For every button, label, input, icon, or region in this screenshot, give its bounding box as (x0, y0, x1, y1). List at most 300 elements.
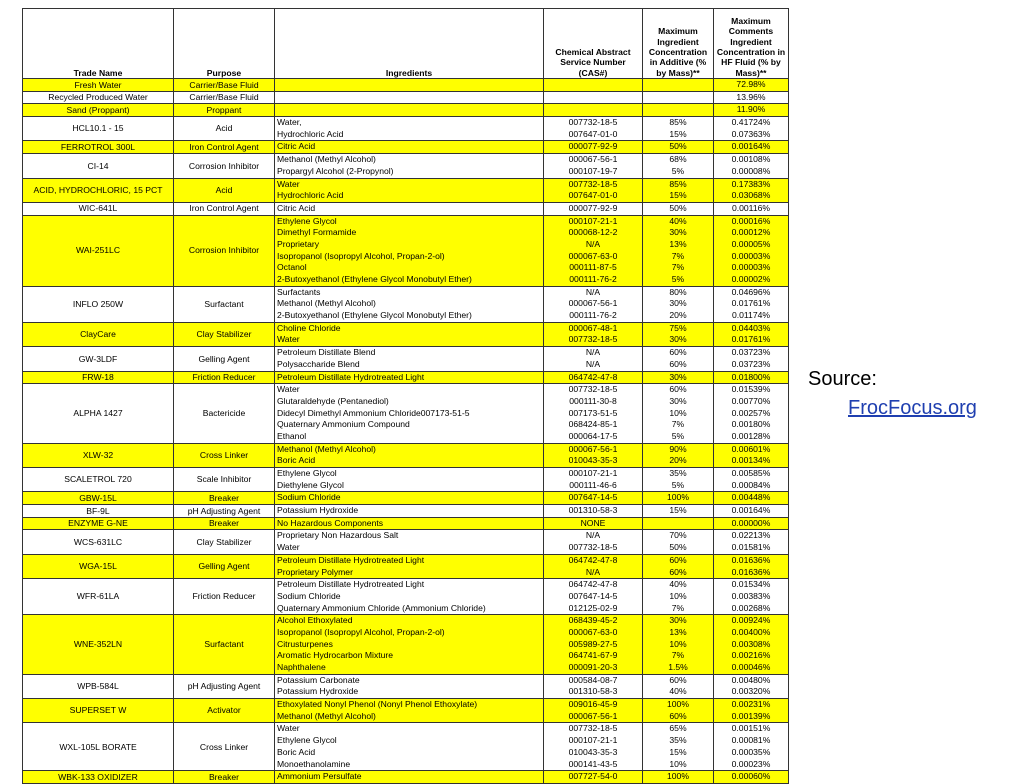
trade-name-cell: ENZYME G-NE (23, 517, 174, 530)
purpose-cell: Acid (174, 178, 275, 202)
table-row (23, 699, 789, 723)
table-row (23, 104, 789, 117)
cas-line: 007732-18-5 (568, 178, 618, 189)
table-row (23, 202, 789, 215)
ingredient-line: Didecyl Dimethyl Ammonium Chloride007173-51-5 (277, 407, 470, 418)
conc-additive-line (645, 104, 711, 116)
ingredient-line: Octanol (277, 262, 307, 273)
ingredients-cell (275, 723, 544, 771)
conc-hf-line: 0.41724% (731, 117, 771, 128)
conc-additive-line: 90% (669, 443, 687, 454)
conc-hf-line: 0.00046% (731, 662, 771, 672)
trade-name-cell: WBK-133 OXIDIZER (23, 771, 174, 784)
ingredient-line: Aromatic Hydrocarbon Mixture (277, 650, 394, 661)
max-conc-hf-cell (714, 202, 789, 215)
conc-additive-line: 68% (669, 154, 687, 165)
conc-hf-line: 0.00231% (731, 699, 771, 710)
max-conc-hf-cell (714, 579, 789, 615)
conc-hf-line: 0.00257% (731, 407, 771, 418)
ingredients-cell (275, 154, 544, 178)
ingredient-line: Polysaccharide Blend (277, 358, 360, 369)
cas-line: N/A (585, 358, 601, 369)
purpose-cell: Clay Stabilizer (174, 530, 275, 554)
trade-name-cell: WPB-584L (23, 674, 174, 698)
source-block (808, 368, 977, 420)
purpose-cell: Breaker (174, 492, 275, 505)
table-row (23, 517, 789, 530)
conc-additive-line: 15% (669, 190, 687, 201)
cas-line: N/A (585, 530, 601, 541)
conc-additive-line (645, 79, 711, 91)
purpose-cell: Activator (174, 699, 275, 723)
max-conc-additive-cell (643, 286, 714, 322)
trade-name-cell: SUPERSET W (23, 699, 174, 723)
ingredient-line: No Hazardous Components (277, 517, 384, 528)
header-ingredients: Ingredients (275, 9, 544, 79)
conc-additive-line: 50% (669, 202, 687, 213)
conc-additive-line: 7% (671, 250, 685, 261)
conc-hf-line: 0.01761% (731, 334, 771, 345)
conc-additive-line: 7% (671, 602, 685, 613)
max-conc-additive-cell (643, 141, 714, 154)
trade-name-cell: ClayCare (23, 322, 174, 346)
ingredient-line: Proprietary (277, 238, 320, 249)
ingredient-line: Alcohol Ethoxylated (277, 615, 353, 626)
cas-line: N/A (585, 566, 601, 577)
cas-line: 000068-12-2 (568, 227, 618, 238)
cas-cell (544, 492, 643, 505)
conc-additive-line: 60% (669, 554, 687, 565)
trade-name-cell: WAI-251LC (23, 215, 174, 286)
max-conc-hf-cell (714, 371, 789, 384)
conc-hf-line: 0.00151% (731, 723, 771, 734)
conc-hf-line: 0.00180% (731, 419, 771, 430)
max-conc-hf-cell (714, 141, 789, 154)
ingredient-line: Sodium Chloride (277, 590, 341, 601)
max-conc-hf-cell (714, 322, 789, 346)
conc-hf-line: 0.02213% (731, 530, 771, 541)
cas-cell (544, 384, 643, 443)
max-conc-hf-cell (714, 530, 789, 554)
max-conc-hf-cell (714, 79, 789, 92)
conc-additive-line: 20% (669, 455, 687, 466)
max-conc-hf-cell (714, 505, 789, 518)
ingredients-cell (275, 505, 544, 518)
cas-line (546, 79, 640, 91)
ingredient-line: Ethylene Glycol (277, 468, 337, 478)
ingredient-line: Isopropanol (Isopropyl Alcohol, Propan-2-ol) (277, 626, 445, 637)
trade-name-cell: ALPHA 1427 (23, 384, 174, 443)
trade-name-cell: WFR-61LA (23, 579, 174, 615)
cas-line: 000067-56-1 (568, 443, 618, 454)
conc-hf-line: 0.00139% (731, 710, 771, 721)
conc-hf-line: 0.01636% (731, 554, 771, 565)
purpose-cell: Bactericide (174, 384, 275, 443)
table-row (23, 579, 789, 615)
max-conc-additive-cell (643, 771, 714, 784)
cas-line: 012125-02-9 (568, 602, 618, 613)
max-conc-hf-cell (714, 178, 789, 202)
trade-name-cell: SCALETROL 720 (23, 468, 174, 492)
cas-cell (544, 178, 643, 202)
conc-hf-line: 0.00023% (731, 758, 771, 769)
cas-line: N/A (585, 238, 601, 249)
max-conc-hf-cell (714, 154, 789, 178)
purpose-cell: Acid (174, 117, 275, 141)
conc-additive-line: 80% (669, 286, 687, 297)
trade-name-cell: WXL-105L BORATE (23, 723, 174, 771)
conc-hf-line: 0.00448% (731, 492, 771, 503)
cas-line: 007727-54-0 (568, 771, 618, 782)
ingredients-cell (275, 468, 544, 492)
cas-line: 068439-45-2 (568, 615, 618, 626)
conc-hf-line: 0.00128% (731, 430, 771, 441)
cas-line (546, 92, 640, 104)
table-row (23, 215, 789, 286)
conc-hf-line: 11.90% (736, 104, 766, 115)
cas-cell (544, 771, 643, 784)
ingredient-line: Sodium Chloride (277, 492, 341, 503)
ingredient-line: Dimethyl Formamide (277, 227, 357, 238)
cas-line: 000067-48-1 (568, 322, 618, 333)
cas-cell (544, 215, 643, 286)
ingredient-line: Quaternary Ammonium Chloride (Ammonium Chloride) (277, 602, 486, 613)
ingredient-line: Petroleum Distillate Hydrotreated Light (277, 554, 425, 565)
max-conc-additive-cell (643, 615, 714, 674)
ingredient-line: Methanol (Methyl Alcohol) (277, 154, 376, 165)
cas-line: 007647-01-0 (568, 128, 618, 139)
max-conc-hf-cell (714, 347, 789, 371)
cas-cell (544, 530, 643, 554)
max-conc-additive-cell (643, 347, 714, 371)
table-row (23, 79, 789, 92)
trade-name-cell: WGA-15L (23, 554, 174, 578)
max-conc-hf-cell (714, 443, 789, 467)
ingredient-line: Potassium Hydroxide (277, 505, 359, 516)
cas-line: 007732-18-5 (568, 117, 618, 128)
ingredients-cell (275, 492, 544, 505)
conc-hf-line: 0.00770% (731, 395, 771, 406)
conc-additive-line: 30% (669, 395, 687, 406)
max-conc-additive-cell (643, 104, 714, 117)
ingredient-line: Potassium Hydroxide (277, 686, 359, 697)
ingredient-line: Citric Acid (277, 141, 316, 152)
max-conc-additive-cell (643, 517, 714, 530)
purpose-cell: Breaker (174, 517, 275, 530)
conc-additive-line: 7% (671, 650, 685, 661)
conc-additive-line: 15% (669, 505, 687, 516)
conc-hf-line: 0.00108% (731, 154, 771, 165)
header-purpose: Purpose (174, 9, 275, 79)
cas-line: 000067-56-1 (568, 710, 618, 721)
max-conc-additive-cell (643, 699, 714, 723)
conc-additive-line: 1.5% (668, 662, 688, 672)
purpose-cell: Clay Stabilizer (174, 322, 275, 346)
cas-line: 010043-35-3 (568, 455, 618, 466)
purpose-cell: Friction Reducer (174, 579, 275, 615)
conc-hf-line: 0.00012% (731, 227, 771, 238)
purpose-cell: Corrosion Inhibitor (174, 154, 275, 178)
max-conc-additive-cell (643, 554, 714, 578)
source-link[interactable]: FrocFocus.org (848, 397, 977, 419)
cas-cell (544, 505, 643, 518)
cas-line: 010043-35-3 (568, 746, 618, 757)
cas-cell (544, 699, 643, 723)
trade-name-cell: CI-14 (23, 154, 174, 178)
table-row (23, 674, 789, 698)
trade-name-cell: WNE-352LN (23, 615, 174, 674)
cas-line: 000091-20-3 (568, 662, 618, 672)
conc-additive-line: 40% (669, 686, 687, 697)
ingredients-cell (275, 554, 544, 578)
cas-cell (544, 322, 643, 346)
conc-additive-line: 30% (669, 227, 687, 238)
conc-additive-line: 100% (667, 699, 689, 710)
table-row (23, 286, 789, 322)
ingredient-line (277, 79, 541, 91)
max-conc-hf-cell (714, 215, 789, 286)
conc-hf-line: 0.00164% (731, 505, 771, 516)
conc-additive-line: 40% (669, 215, 687, 226)
conc-hf-line: 0.00000% (731, 517, 771, 528)
ingredient-line: Ethylene Glycol (277, 735, 337, 746)
max-conc-additive-cell (643, 215, 714, 286)
conc-additive-line: 40% (669, 579, 687, 590)
conc-hf-line: 0.00016% (731, 215, 771, 226)
conc-hf-line: 0.00216% (731, 650, 771, 661)
cas-line: 064742-47-8 (568, 371, 618, 382)
conc-additive-line: 30% (669, 334, 687, 345)
conc-additive-line: 10% (669, 590, 687, 601)
ingredient-line: Ammonium Persulfate (277, 771, 362, 782)
max-conc-hf-cell (714, 286, 789, 322)
ingredients-cell (275, 178, 544, 202)
trade-name-cell: BF-9L (23, 505, 174, 518)
conc-additive-line: 5% (671, 479, 685, 490)
max-conc-hf-cell (714, 384, 789, 443)
cas-line: 000141-43-5 (568, 758, 618, 769)
ingredients-cell (275, 771, 544, 784)
ingredient-line: Isopropanol (Isopropyl Alcohol, Propan-2-ol) (277, 250, 445, 261)
cas-line: 000067-56-1 (568, 298, 618, 309)
cas-line: 007647-14-5 (568, 492, 618, 503)
header-max-conc-hf: Maximum Comments Ingredient Concentration in HF Fluid (% by Mass)** (714, 9, 789, 79)
conc-additive-line: 60% (669, 710, 687, 721)
conc-additive-line: 5% (671, 274, 685, 284)
cas-line: 064742-47-8 (568, 554, 618, 565)
ingredient-line (277, 104, 541, 116)
cas-line: 000067-63-0 (568, 250, 618, 261)
max-conc-hf-cell (714, 492, 789, 505)
ingredients-cell (275, 79, 544, 92)
cas-line: 007732-18-5 (568, 334, 618, 345)
max-conc-additive-cell (643, 492, 714, 505)
purpose-cell: Iron Control Agent (174, 202, 275, 215)
conc-hf-line: 0.00002% (731, 274, 771, 284)
conc-additive-line: 60% (669, 566, 687, 577)
cas-cell (544, 554, 643, 578)
purpose-cell: Proppant (174, 104, 275, 117)
conc-hf-line: 0.00383% (731, 590, 771, 601)
ingredient-line: Water (277, 542, 300, 553)
max-conc-hf-cell (714, 674, 789, 698)
table-row (23, 178, 789, 202)
ingredients-cell (275, 117, 544, 141)
ingredients-cell (275, 615, 544, 674)
table-header-row (23, 9, 789, 79)
trade-name-cell: INFLO 250W (23, 286, 174, 322)
cas-line: 064741-67-9 (568, 650, 618, 661)
max-conc-additive-cell (643, 178, 714, 202)
cas-cell (544, 286, 643, 322)
conc-hf-line: 0.00585% (731, 468, 771, 478)
conc-additive-line: 35% (669, 735, 687, 746)
conc-hf-line: 0.00060% (731, 771, 771, 782)
conc-additive-line: 10% (669, 638, 687, 649)
ingredient-line: Diethylene Glycol (277, 479, 344, 490)
max-conc-additive-cell (643, 530, 714, 554)
purpose-cell: Corrosion Inhibitor (174, 215, 275, 286)
conc-hf-line: 0.00164% (731, 141, 771, 152)
cas-cell (544, 443, 643, 467)
ingredient-line: Naphthalene (277, 662, 326, 672)
table-body (23, 79, 789, 784)
cas-line: 000077-92-9 (568, 202, 618, 213)
source-label: Source: (808, 368, 877, 390)
table-row (23, 530, 789, 554)
trade-name-cell: FERROTROL 300L (23, 141, 174, 154)
ingredient-line (277, 92, 541, 104)
conc-additive-line: 100% (667, 771, 689, 782)
trade-name-cell: FRW-18 (23, 371, 174, 384)
conc-additive-line (645, 92, 711, 104)
max-conc-additive-cell (643, 443, 714, 467)
table-row (23, 554, 789, 578)
purpose-cell: Scale Inhibitor (174, 468, 275, 492)
cas-line: NONE (580, 517, 606, 528)
purpose-cell: Cross Linker (174, 443, 275, 467)
conc-hf-line: 0.01539% (731, 384, 771, 395)
conc-hf-line: 0.01174% (731, 310, 771, 321)
conc-additive-line: 10% (669, 758, 687, 769)
ingredients-cell (275, 579, 544, 615)
ingredient-line: Ethanol (277, 430, 307, 441)
ingredient-line: Water, (277, 117, 302, 128)
max-conc-additive-cell (643, 154, 714, 178)
conc-additive-line: 5% (671, 430, 685, 441)
conc-hf-line: 0.01581% (731, 542, 771, 553)
conc-hf-line: 0.17383% (731, 178, 771, 189)
ingredients-cell (275, 104, 544, 117)
conc-hf-line: 0.03068% (731, 190, 771, 201)
table-row (23, 723, 789, 771)
max-conc-additive-cell (643, 322, 714, 346)
ingredients-cell (275, 443, 544, 467)
conc-hf-line: 72.98% (736, 79, 766, 89)
conc-additive-line: 100% (667, 492, 689, 503)
conc-hf-line: 0.00308% (731, 638, 771, 649)
ingredient-line: Water (277, 334, 300, 345)
max-conc-hf-cell (714, 517, 789, 530)
purpose-cell: Surfactant (174, 615, 275, 674)
cas-line: 009016-45-9 (568, 699, 618, 710)
trade-name-cell: WIC-641L (23, 202, 174, 215)
cas-line: 000111-30-8 (569, 395, 617, 406)
conc-hf-line: 0.07363% (731, 128, 771, 139)
max-conc-additive-cell (643, 371, 714, 384)
max-conc-additive-cell (643, 579, 714, 615)
header-cas: Chemical Abstract Service Number (CAS#) (544, 9, 643, 79)
ingredients-cell (275, 202, 544, 215)
cas-line: 007647-14-5 (568, 590, 618, 601)
table-row (23, 615, 789, 674)
table-row (23, 141, 789, 154)
table-row (23, 384, 789, 443)
conc-additive-line: 60% (669, 347, 687, 358)
cas-line: 007732-18-5 (568, 384, 618, 395)
ingredient-line: Hydrochloric Acid (277, 128, 344, 139)
conc-additive-line: 60% (669, 674, 687, 685)
ingredients-cell (275, 347, 544, 371)
max-conc-additive-cell (643, 91, 714, 104)
purpose-cell: Breaker (174, 771, 275, 784)
trade-name-cell: Recycled Produced Water (23, 91, 174, 104)
conc-hf-line: 0.00081% (731, 735, 771, 746)
ingredient-line: Citrusturpenes (277, 638, 333, 649)
table-row (23, 492, 789, 505)
ingredients-cell (275, 530, 544, 554)
cas-line: 007647-01-0 (568, 190, 618, 201)
max-conc-hf-cell (714, 104, 789, 117)
ingredient-line: Water (277, 384, 300, 395)
cas-line: 000584-08-7 (568, 674, 618, 685)
max-conc-hf-cell (714, 91, 789, 104)
cas-cell (544, 154, 643, 178)
conc-additive-line: 60% (669, 358, 687, 369)
ingredients-cell (275, 322, 544, 346)
table-row (23, 371, 789, 384)
trade-name-cell: HCL10.1 - 15 (23, 117, 174, 141)
ingredient-line: Water (277, 178, 300, 189)
conc-additive-line: 50% (669, 141, 687, 152)
cas-line: 068424-85-1 (568, 419, 618, 430)
max-conc-hf-cell (714, 723, 789, 771)
conc-hf-line: 0.00601% (731, 443, 771, 454)
cas-line: 000067-56-1 (568, 154, 618, 165)
ingredient-line: Choline Chloride (277, 322, 341, 333)
conc-hf-line: 0.01636% (731, 566, 771, 577)
conc-additive-line: 50% (669, 542, 687, 553)
purpose-cell: Carrier/Base Fluid (174, 79, 275, 92)
conc-additive-line: 7% (671, 262, 685, 273)
frac-ingredients-table (22, 8, 789, 784)
conc-hf-line: 0.00005% (731, 238, 771, 249)
conc-additive-line: 60% (669, 384, 687, 395)
trade-name-cell: GW-3LDF (23, 347, 174, 371)
conc-additive-line: 30% (669, 371, 687, 382)
conc-hf-line: 0.00003% (731, 262, 771, 273)
trade-name-cell: ACID, HYDROCHLORIC, 15 PCT (23, 178, 174, 202)
cas-line: 001310-58-3 (568, 686, 618, 697)
conc-hf-line: 0.04696% (731, 286, 771, 297)
conc-additive-line: 35% (669, 468, 687, 478)
cas-cell (544, 723, 643, 771)
max-conc-hf-cell (714, 615, 789, 674)
conc-additive-line: 13% (669, 626, 687, 637)
conc-additive-line: 7% (671, 419, 685, 430)
cas-line: 005989-27-5 (568, 638, 618, 649)
purpose-cell: pH Adjusting Agent (174, 505, 275, 518)
